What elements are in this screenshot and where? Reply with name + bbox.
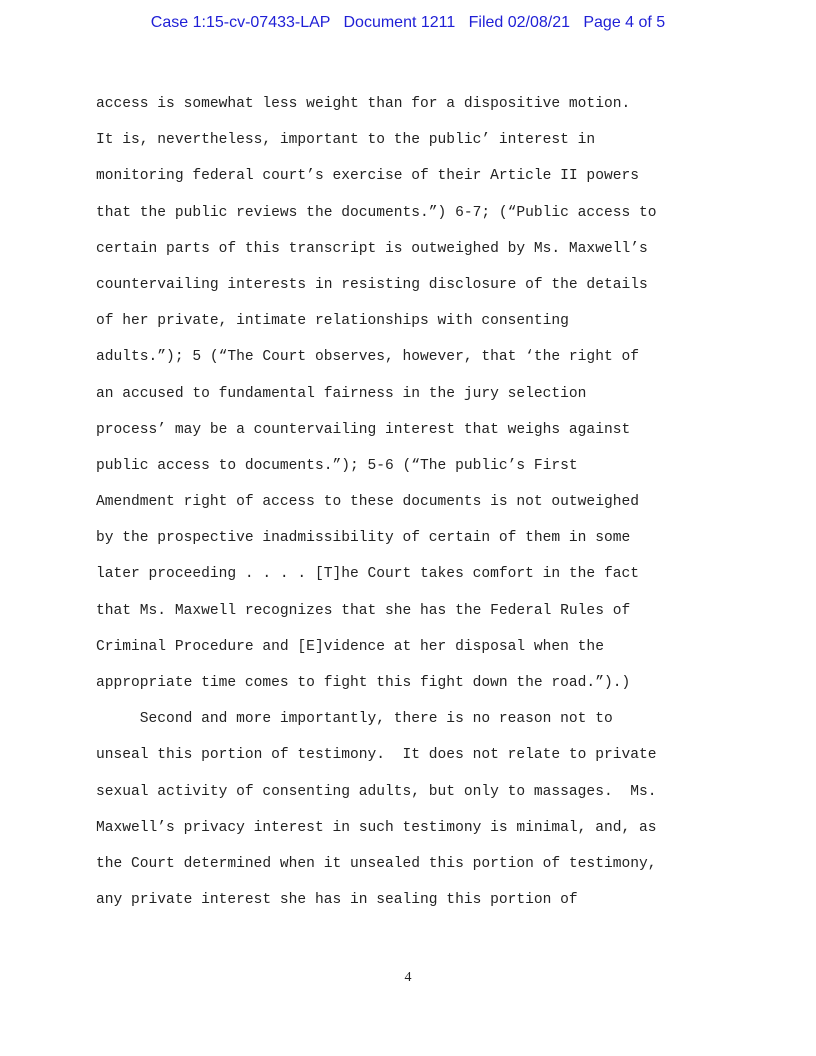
body-line: monitoring federal court’s exercise of their Article II powers — [96, 168, 639, 185]
body-line: access is somewhat less weight than for a dispositive motion. — [96, 96, 631, 112]
body-line: process’ may be a countervailing interest that weighs against — [96, 421, 631, 438]
paragraph-start-line: Second and more importantly, there is no reason not to — [96, 711, 613, 728]
body-line: sexual activity of consenting adults, but only to massages. Ms. — [96, 783, 657, 800]
page-number: 4 — [404, 970, 412, 985]
body-line: countervailing interests in resisting disclosure of the details — [96, 276, 648, 293]
body-line: the Court determined when it unsealed this portion of testimony, — [96, 855, 657, 872]
body-line: unseal this portion of testimony. It does not relate to private — [96, 747, 657, 764]
body-line: later proceeding . . . . [T]he Court takes comfort in the fact — [96, 566, 639, 583]
body-line: any private interest she has in sealing this portion of — [96, 892, 578, 909]
body-line: appropriate time comes to fight this fight down the road.”).) — [96, 675, 631, 691]
document-body — [96, 86, 736, 918]
body-line: adults.”); 5 (“The Court observes, however, that ‘the right of — [96, 349, 639, 366]
case-header: Case 1:15-cv-07433-LAP Document 1211 Filed 02/08/21 Page 4 of 5 — [150, 14, 666, 31]
body-line: Criminal Procedure and [E]vidence at her disposal when the — [96, 638, 604, 655]
body-line: by the prospective inadmissibility of certain of them in some — [96, 530, 631, 547]
body-line: that the public reviews the documents.”) 6-7; (“Public access to — [96, 204, 657, 221]
body-line: that Ms. Maxwell recognizes that she has the Federal Rules of — [96, 602, 631, 619]
body-line: of her private, intimate relationships with consenting — [96, 313, 569, 330]
body-line: It is, nevertheless, important to the public’ interest in — [96, 132, 596, 149]
body-line: public access to documents.”); 5-6 (“The public’s First — [96, 457, 578, 474]
body-line: Maxwell’s privacy interest in such testimony is minimal, and, as — [96, 819, 657, 836]
body-line: certain parts of this transcript is outweighed by Ms. Maxwell’s — [96, 240, 648, 257]
body-line: Amendment right of access to these documents is not outweighed — [96, 494, 639, 511]
body-line: an accused to fundamental fairness in the jury selection — [96, 385, 587, 402]
